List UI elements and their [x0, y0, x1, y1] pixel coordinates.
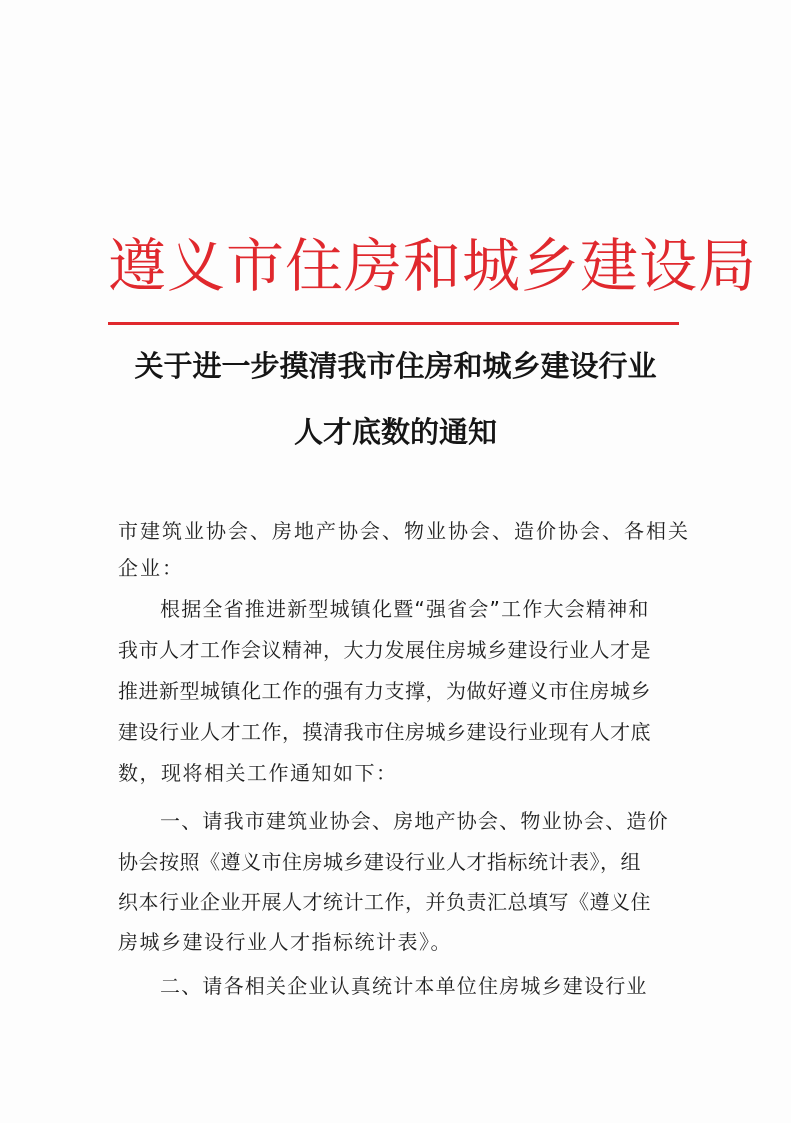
item-one-line: 织本行业企业开展人才统计工作，并负责汇总填写《遵义住 — [118, 890, 651, 914]
paragraph-line: 根据全省推进新型城镇化暨“强省会”工作大会精神和 — [160, 597, 650, 621]
notice-title-line-1: 关于进一步摸清我市住房和城乡建设行业 — [134, 349, 657, 383]
item-one-line: 一、请我市建筑业协会、房地产协会、物业协会、造价 — [160, 809, 669, 833]
paragraph-line: 推进新型城镇化工作的强有力支撑，为做好遵义市住房城乡 — [118, 679, 651, 703]
paragraph-line: 建设行业人才工作，摸清我市住房城乡建设行业现有人才底 — [118, 720, 651, 744]
addressee-line-2: 企业： — [118, 556, 184, 580]
paragraph-line: 数，现将相关工作通知如下： — [118, 761, 398, 785]
notice-title-line-2: 人才底数的通知 — [293, 415, 497, 449]
item-one-line: 房城乡建设行业人才指标统计表》。 — [118, 930, 452, 954]
red-divider-line — [108, 322, 679, 325]
org-header-title: 遵义市住房和城乡建设局 — [108, 232, 758, 300]
item-one-line: 协会按照《遵义市住房城乡建设行业人才指标统计表》，组 — [118, 850, 641, 874]
paragraph-line: 我市人才工作会议精神，大力发展住房城乡建设行业人才是 — [118, 638, 651, 662]
item-two-line: 二、请各相关企业认真统计本单位住房城乡建设行业 — [160, 974, 648, 998]
addressee-line-1: 市建筑业协会、房地产协会、物业协会、造价协会、各相关 — [118, 519, 690, 543]
